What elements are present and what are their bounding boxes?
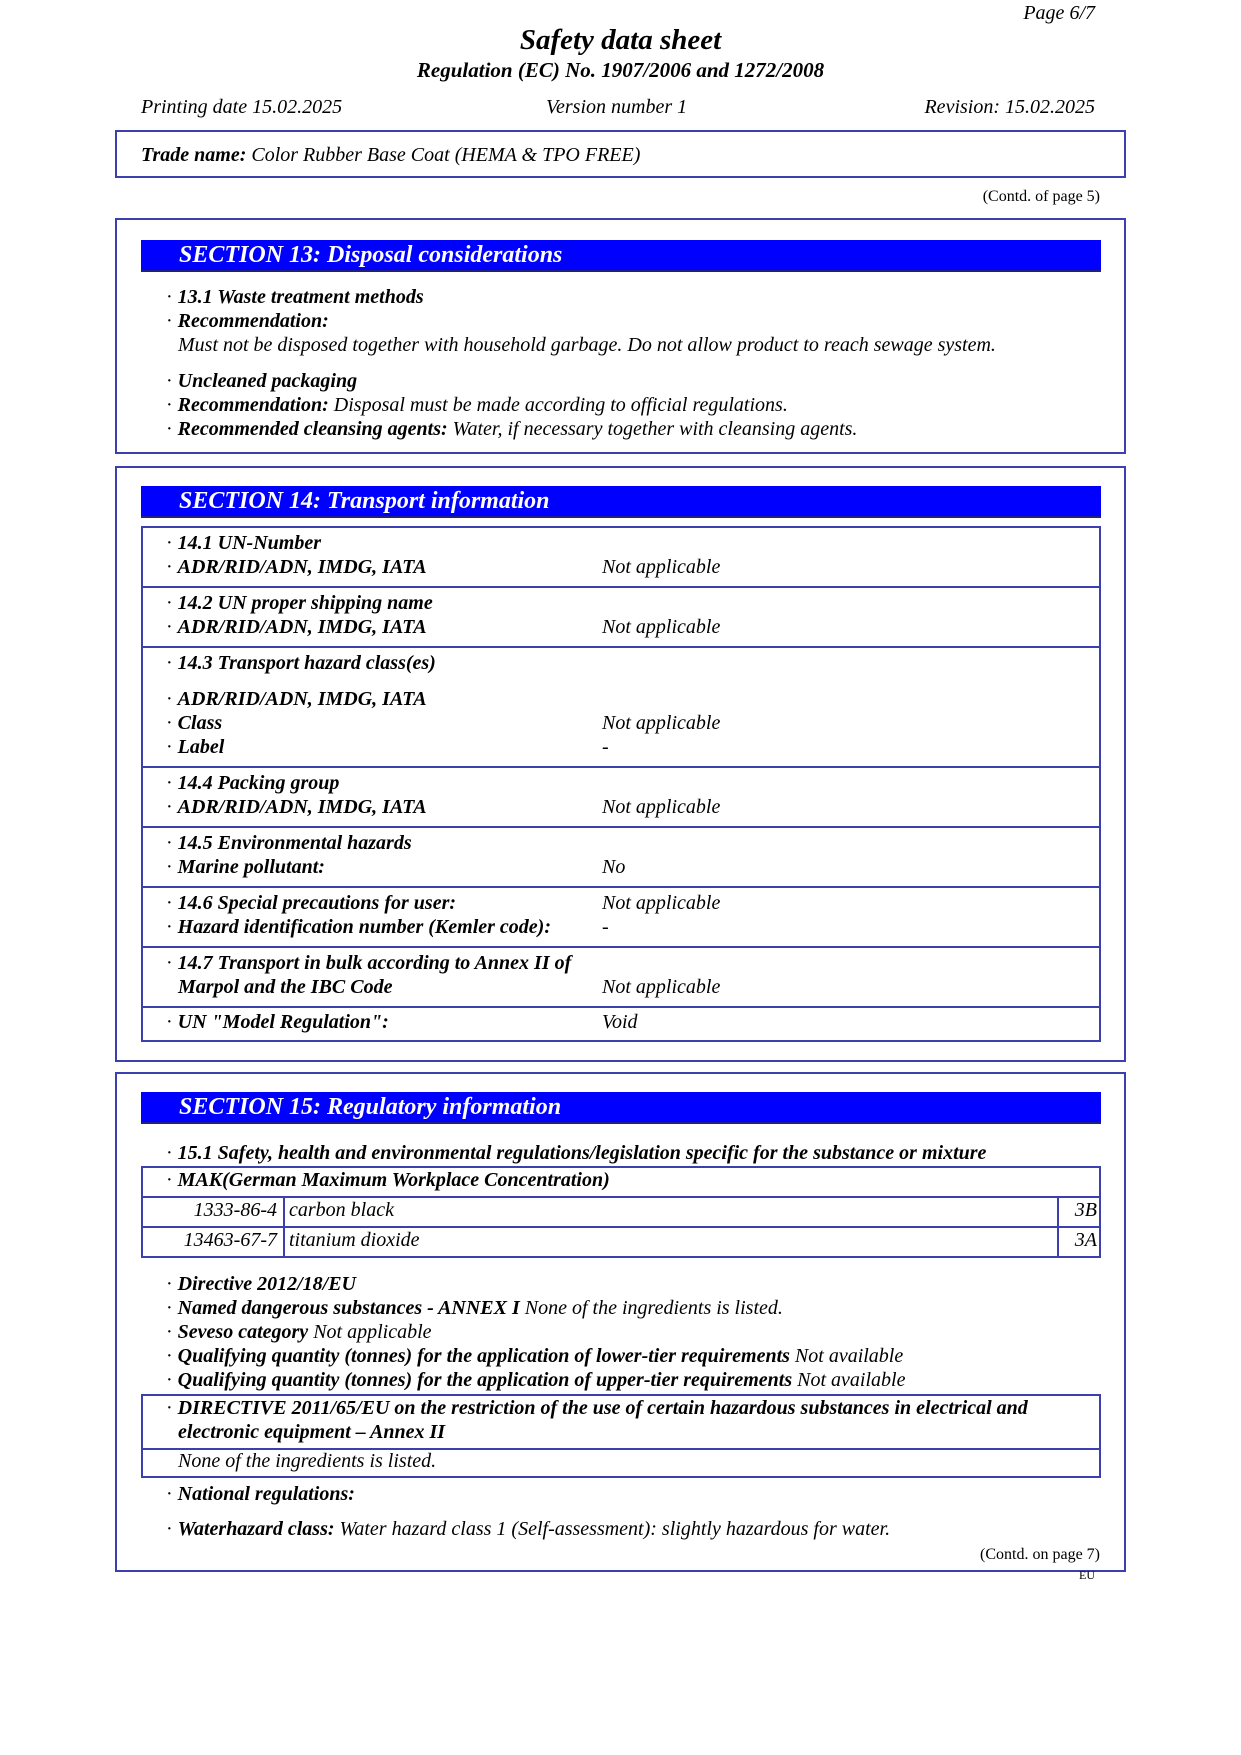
s14-r3-label: · ADR/RID/ADN, IMDG, IATA (166, 688, 427, 710)
s14-r7-title: · 14.7 Transport in bulk according to Annex II of (166, 952, 572, 974)
s13-cleansing-agents: · Recommended cleansing agents: Water, if necessary together with cleansing agents. (166, 418, 858, 440)
mak-row-name: titanium dioxide (289, 1229, 420, 1251)
section-13-header: SECTION 13: Disposal considerations (141, 240, 1101, 272)
s15-regulations: · 15.1 Safety, health and environmental regulations/legislation specific for the substance or mixture (166, 1142, 987, 1164)
lower-tier-quantity: · Qualifying quantity (tonnes) for the application of lower-tier requirements Not available (166, 1345, 904, 1367)
s14-r2-label: · ADR/RID/ADN, IMDG, IATA (166, 616, 427, 638)
s14-r2-value: Not applicable (602, 616, 721, 638)
s14-r3-title: · 14.3 Transport hazard class(es) (166, 652, 436, 674)
s14-r5-value: No (602, 856, 626, 878)
s14-r4-value: Not applicable (602, 796, 721, 818)
s14-r6-title: · 14.6 Special precautions for user: (166, 892, 457, 914)
s14-r1-title: · 14.1 UN-Number (166, 532, 322, 554)
s14-r7-value: Not applicable (602, 976, 721, 998)
s14-r5-label: · Marine pollutant: (166, 856, 325, 878)
mak-row-category: 3B (1074, 1199, 1097, 1221)
s14-r3-class: · Class (166, 712, 223, 734)
seveso-category: · Seveso category Not applicable (166, 1321, 432, 1343)
s14-r4-label: · ADR/RID/ADN, IMDG, IATA (166, 796, 427, 818)
s14-r8-value: Void (602, 1011, 638, 1033)
mak-name-cell (283, 1196, 1059, 1228)
s14-r3-label-row: · Label (166, 736, 225, 758)
section-15-header: SECTION 15: Regulatory information (141, 1092, 1101, 1124)
trade-name-box (115, 130, 1126, 178)
mak-row-cas: 1333-86-4 (193, 1199, 277, 1221)
s14-r6-value: Not applicable (602, 892, 721, 914)
revision-date: Revision: 15.02.2025 (924, 96, 1095, 118)
s14-r3-class-value: Not applicable (602, 712, 721, 734)
s14-r1-value: Not applicable (602, 556, 721, 578)
printing-date: Printing date 15.02.2025 (141, 96, 343, 118)
mak-row-category: 3A (1074, 1229, 1097, 1251)
s13-recommendation-text: Must not be disposed together with household garbage. Do not allow product to reach sewage system. (178, 334, 996, 356)
rohs-directive-line1: · DIRECTIVE 2011/65/EU on the restriction of the use of certain hazardous substances in electrical and (166, 1397, 1028, 1419)
version-number: Version number 1 (546, 96, 688, 118)
s14-r2-title: · 14.2 UN proper shipping name (166, 592, 433, 614)
document-title: Safety data sheet (519, 24, 722, 56)
mak-row-name: carbon black (289, 1199, 394, 1221)
continued-on: (Contd. on page 7) (980, 1546, 1100, 1563)
water-hazard-class: · Waterhazard class: Water hazard class 1 (Self-assessment): slightly hazardous for water. (166, 1518, 891, 1540)
directive-2012-18: · Directive 2012/18/EU (166, 1273, 356, 1295)
rohs-value: None of the ingredients is listed. (178, 1450, 437, 1472)
s14-r6-value2: - (602, 916, 609, 938)
s14-r3-label-value: - (602, 736, 609, 758)
s13-uncleaned-packaging: · Uncleaned packaging (166, 370, 358, 392)
s13-packaging-recommendation: · Recommendation: Disposal must be made according to official regulations. (166, 394, 788, 416)
section-14-header: SECTION 14: Transport information (141, 486, 1101, 518)
upper-tier-quantity: · Qualifying quantity (tonnes) for the application of upper-tier requirements Not available (166, 1369, 906, 1391)
s14-r5-title: · 14.5 Environmental hazards (166, 832, 412, 854)
national-regulations: · National regulations: (166, 1483, 355, 1505)
s13-waste-methods: · 13.1 Waste treatment methods (166, 286, 424, 308)
named-dangerous-substances: · Named dangerous substances - ANNEX I None of the ingredients is listed. (166, 1297, 783, 1319)
mak-row-cas: 13463-67-7 (183, 1229, 277, 1251)
s14-r7-title2: Marpol and the IBC Code (178, 976, 393, 998)
mak-title: · MAK(German Maximum Workplace Concentration) (166, 1169, 610, 1191)
s14-r4-title: · 14.4 Packing group (166, 772, 340, 794)
s14-r8-label: · UN "Model Regulation": (166, 1011, 389, 1033)
s14-r6-label: · Hazard identification number (Kemler code): (166, 916, 551, 938)
document-subtitle: Regulation (EC) No. 1907/2006 and 1272/2008 (416, 58, 825, 82)
s14-r1-label: · ADR/RID/ADN, IMDG, IATA (166, 556, 427, 578)
region-code: EU (1079, 1568, 1095, 1582)
continued-from: (Contd. of page 5) (982, 188, 1100, 205)
trade-name: Trade name: Color Rubber Base Coat (HEMA & TPO FREE) (141, 144, 641, 166)
s13-recommendation: · Recommendation: (166, 310, 329, 332)
page-number: Page 6/7 (1023, 2, 1095, 24)
rohs-directive-line2: electronic equipment – Annex II (178, 1421, 446, 1443)
